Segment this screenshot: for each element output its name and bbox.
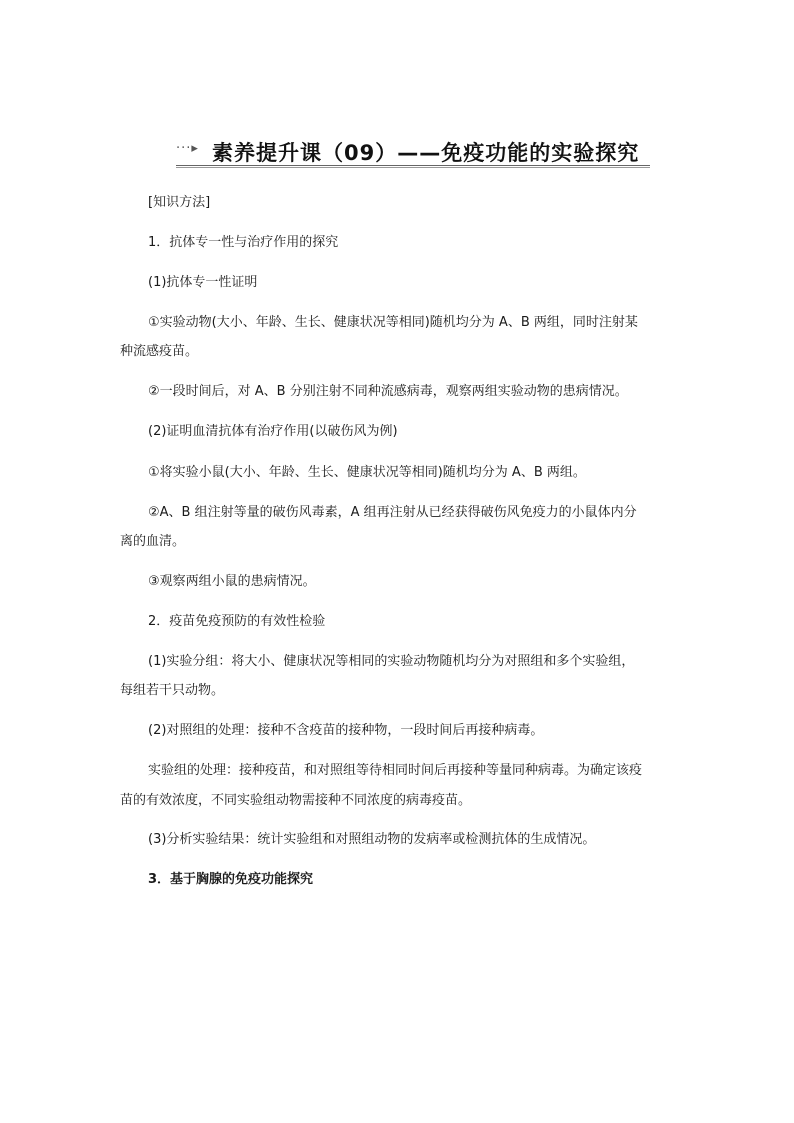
paragraph-continued: 离的血清。: [120, 534, 186, 549]
section-label: [知识方法]: [148, 195, 211, 210]
heading-3: 3．基于胸腺的免疫功能探究: [148, 872, 314, 887]
paragraph-continued: 种流感疫苗。: [120, 344, 199, 359]
paragraph: ①将实验小鼠(大小、年龄、生长、健康状况等相同)随机均分为 A、B 两组。: [148, 465, 586, 480]
paragraph: 实验组的处理：接种疫苗，和对照组等待相同时间后再接种等量同种病毒。为确定该疫: [148, 763, 643, 778]
paragraph: (1)抗体专一性证明: [148, 275, 258, 290]
paragraph: (2)对照组的处理：接种不含疫苗的接种物，一段时间后再接种病毒。: [148, 723, 544, 738]
paragraph: (3)分析实验结果：统计实验组和对照组动物的发病率或检测抗体的生成情况。: [148, 832, 596, 847]
paragraph-continued: 苗的有效浓度，不同实验组动物需接种不同浓度的病毒疫苗。: [120, 793, 472, 808]
title-underline: [176, 165, 650, 168]
paragraph: (1)实验分组：将大小、健康状况等相同的实验动物随机均分为对照组和多个实验组，: [148, 654, 635, 669]
page-title: 素养提升课（09）——免疫功能的实验探究: [212, 141, 640, 165]
paragraph: (2)证明血清抗体有治疗作用(以破伤风为例): [148, 424, 398, 439]
heading-2: 2．疫苗免疫预防的有效性检验: [148, 614, 326, 629]
paragraph: ②A、B 组注射等量的破伤风毒素，A 组再注射从已经获得破伤风免疫力的小鼠体内分: [148, 505, 637, 520]
paragraph: ③观察两组小鼠的患病情况。: [148, 574, 316, 589]
title-arrow-icon: ···▸: [176, 141, 199, 156]
page-title-banner: [176, 137, 650, 167]
heading-1: 1．抗体专一性与治疗作用的探究: [148, 235, 339, 250]
paragraph-continued: 每组若干只动物。: [120, 683, 225, 698]
paragraph: ②一段时间后，对 A、B 分别注射不同种流感病毒，观察两组实验动物的患病情况。: [148, 384, 628, 399]
paragraph: ①实验动物(大小、年龄、生长、健康状况等相同)随机均分为 A、B 两组，同时注射某: [148, 315, 638, 330]
